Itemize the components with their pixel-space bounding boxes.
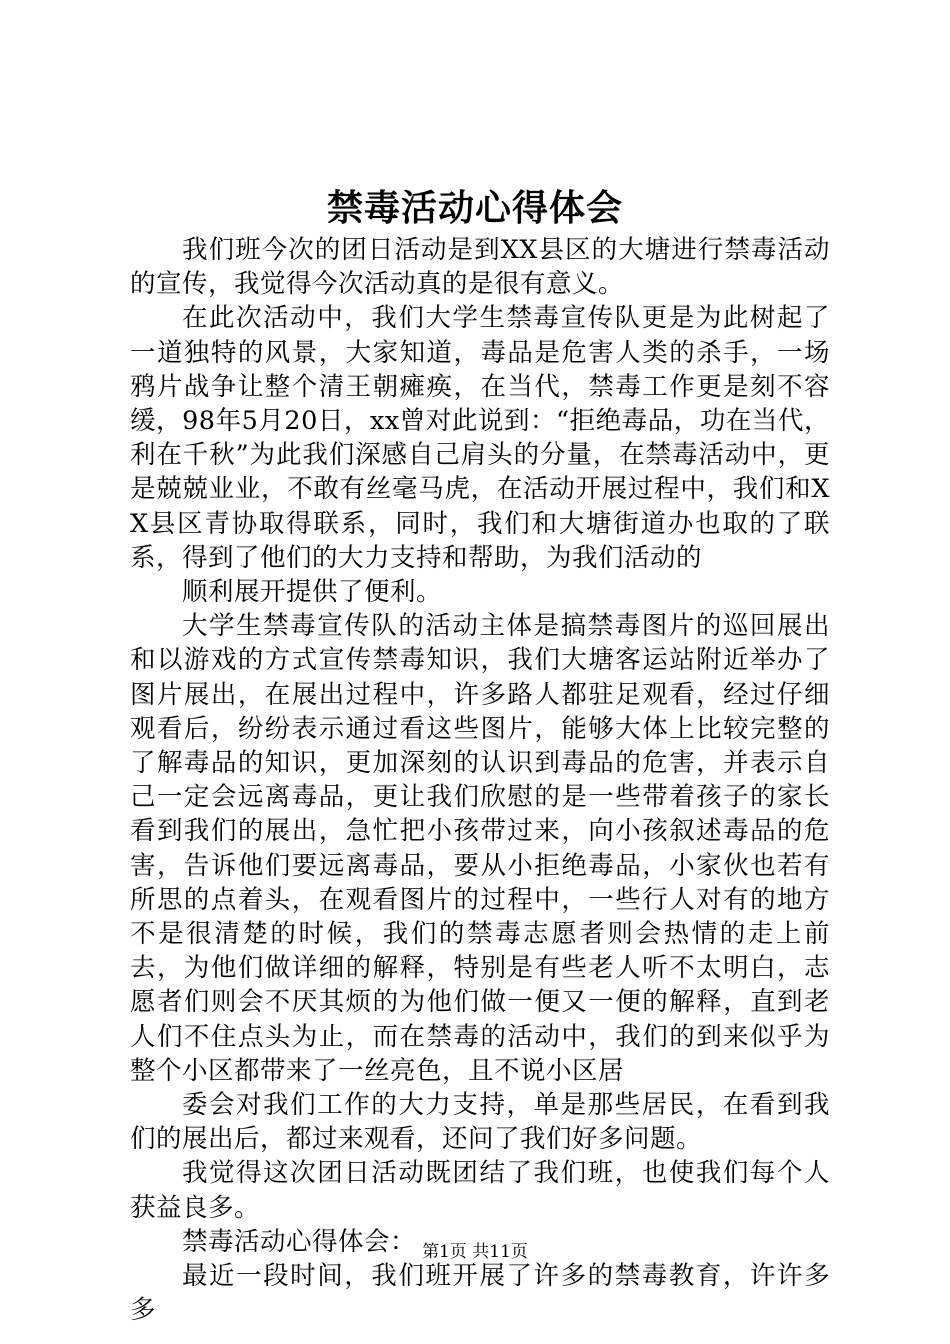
paragraph: 在此次活动中，我们大学生禁毒宣传队更是为此树起了一道独特的风景，大家知道，毒品是危害人类的杀手，一场鸦片战争让整个清王朝瘫痪，在当代，禁毒工作更是刻不容缓，98年5月20日，xx曾对此说到：“拒绝毒品，功在当代，利在千秋”为此我们深感自己肩头的分量，在禁毒活动中，更是兢兢业业，不敢有丝毫马虎，在活动开展过程中，我们和XX县区青协取得联系，同时，我们和大塘街道办也取的了联系，得到了他们的大力支持和帮助，为我们活动的 — [130, 303, 830, 573]
paragraph: 大学生禁毒宣传队的活动主体是搞禁毒图片的巡回展出和以游戏的方式宣传禁毒知识，我们大塘客运站附近举办了图片展出，在展出过程中，许多路人都驻足观看，经过仔细观看后，纷纷表示通过看这些图片，能够大体上比较完整的了解毒品的知识，更加深刻的认识到毒品的危害，并表示自己一定会远离毒品，更让我们欣慰的是一些带着孩子的家长看到我们的展出，急忙把小孩带过来，向小孩叙述毒品的危害，告诉他们要远离毒品，要从小拒绝毒品，小家伙也若有所思的点着头，在观看图片的过程中，一些行人对有的地方不是很清楚的时候，我们的禁毒志愿者则会热情的走上前去，为他们做详细的解释，特别是有些老人听不太明白，志愿者们则会不厌其烦的为他们做一便又一便的解释，直到老人们不住点头为止，而在禁毒的活动中，我们的到来似乎为整个小区都带来了一丝亮色，且不说小区居 — [130, 611, 830, 1086]
document-body — [130, 233, 830, 1328]
paragraph: 委会对我们工作的大力支持，单是那些居民，在看到我们的展出后，都过来观看，还问了我们好多问题。 — [130, 1090, 830, 1155]
paragraph: 我觉得这次团日活动既团结了我们班，也使我们每个人获益良多。 — [130, 1158, 830, 1223]
paragraph: 顺利展开提供了便利。 — [182, 577, 443, 608]
document-title: 禁毒活动心得体会 — [326, 187, 623, 229]
paragraph: 禁毒活动心得体会： — [182, 1226, 417, 1257]
page-number-footer: 第1页 共11页 — [422, 1242, 528, 1262]
paragraph: 最近一段时间，我们班开展了许多的禁毒教育，许许多多 — [130, 1261, 830, 1326]
paragraph: 我们班今次的团日活动是到XX县区的大塘进行禁毒活动的宣传，我觉得今次活动真的是很有意义。 — [130, 235, 830, 300]
